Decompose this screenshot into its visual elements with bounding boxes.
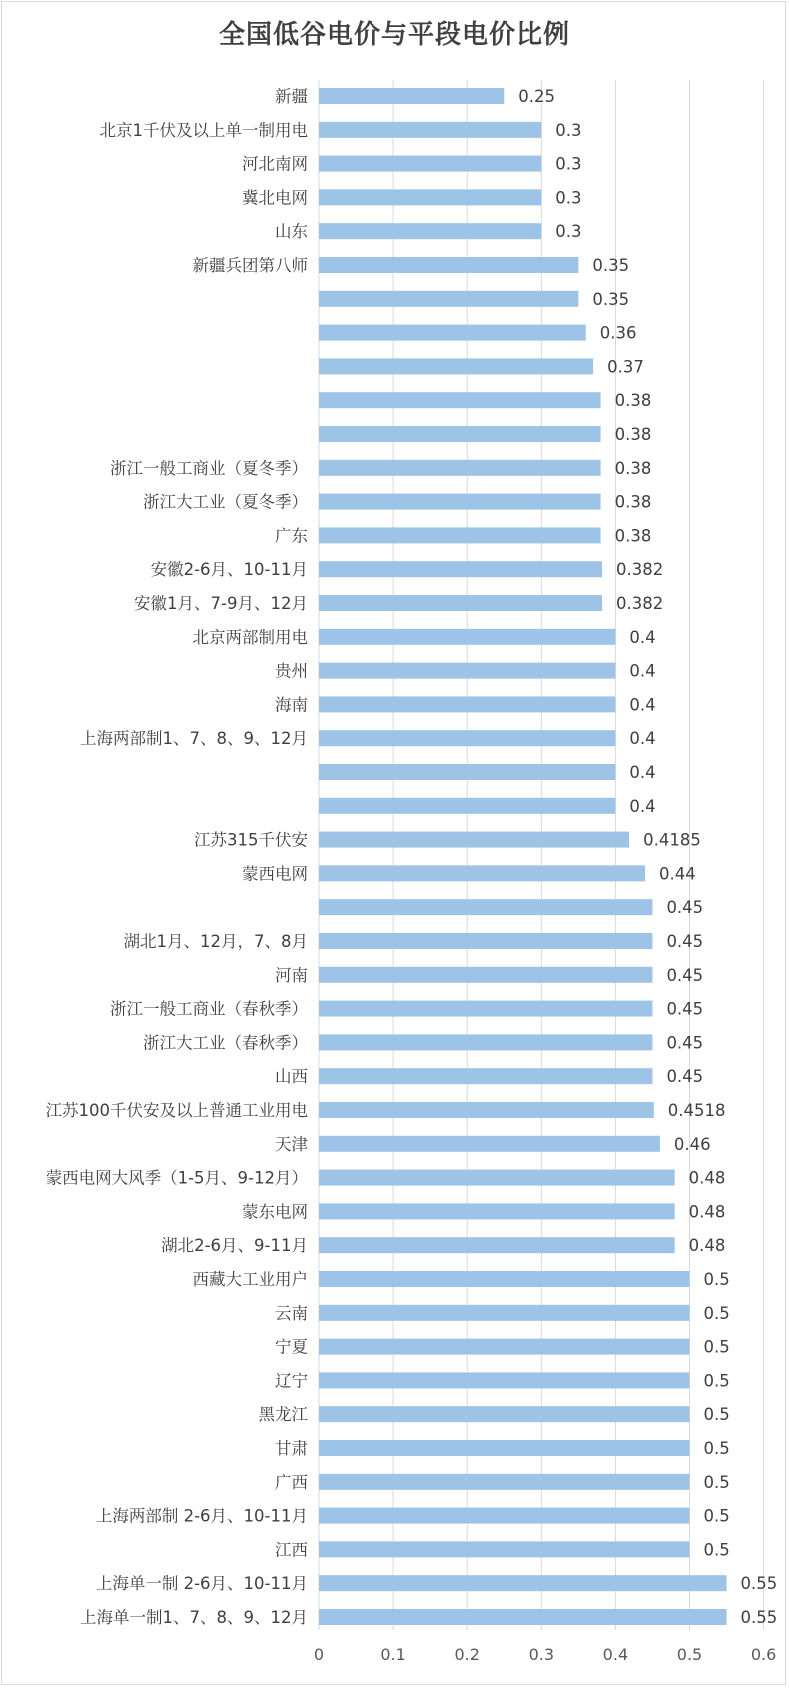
value-label: 0.55 [740,1574,778,1594]
category-label: 安徽2-6月、10-11月 [150,560,308,580]
bar [319,325,586,341]
category-label: 浙江大工业（春秋季） [143,1033,308,1053]
category-label: 冀北电网 [242,188,308,208]
bar [319,1575,727,1591]
bar [319,1440,690,1456]
value-label: 0.45 [666,999,704,1019]
x-tick-label: 0.6 [750,1645,777,1664]
value-label: 0.5 [703,1371,730,1391]
value-label: 0.35 [592,256,630,275]
bar [319,122,541,138]
bar [319,899,652,915]
bar [319,1406,690,1422]
category-label: 北京1千伏及以上单一制用电 [99,120,308,140]
category-label: 浙江一般工商业（春秋季） [110,999,308,1019]
bar [319,1068,652,1084]
bar [319,798,615,814]
category-label: 上海单一制1、7、8、9、12月 [80,1608,308,1627]
bar [319,1271,690,1287]
bar [319,494,601,510]
bar [319,392,601,408]
category-label: 云南 [275,1303,308,1323]
value-label: 0.5 [703,1303,730,1323]
category-label: 新疆兵团第八师 [192,256,308,275]
bar [319,561,602,577]
value-label: 0.4518 [667,1101,726,1120]
value-label: 0.35 [592,289,630,309]
category-label: 天津 [275,1134,308,1154]
bar [319,1102,654,1118]
value-label: 0.3 [555,120,582,140]
chart-title: 全国低谷电价与平段电价比例 [218,20,570,50]
value-label: 0.45 [666,932,704,951]
bar [319,663,615,679]
value-label: 0.5 [703,1270,730,1289]
bar [319,156,541,172]
value-label: 0.4 [629,661,656,681]
category-label: 蒙东电网 [242,1202,308,1222]
bar [319,1237,675,1253]
bar [319,1203,675,1219]
value-label: 0.3 [555,222,582,242]
value-label: 0.3 [555,188,582,208]
bar [319,1474,690,1490]
bar [319,223,541,239]
bar [319,764,615,780]
bar [319,426,601,442]
bar [319,527,601,543]
category-label: 宁夏 [275,1337,308,1357]
value-label: 0.45 [666,965,704,985]
bar [319,189,541,205]
x-tick-label: 0.4 [602,1645,629,1664]
value-label: 0.4 [629,729,656,749]
bar [319,291,578,307]
category-label: 辽宁 [275,1371,308,1391]
x-tick-label: 0.2 [454,1645,480,1664]
category-label: 上海两部制1、7、8、9、12月 [80,729,308,749]
category-label: 黑龙江 [258,1405,308,1425]
category-label: 广东 [275,526,308,546]
category-label: 山西 [275,1067,308,1087]
value-label: 0.48 [688,1168,726,1188]
category-label: 浙江大工业（夏冬季） [143,492,308,512]
value-label: 0.5 [703,1337,730,1357]
category-label: 河南 [275,965,308,985]
x-tick-label: 0.3 [528,1645,555,1664]
bar [319,460,601,476]
category-label: 江苏100千伏安及以上普通工业用电 [45,1101,308,1120]
category-label: 上海两部制 2-6月、10-11月 [95,1506,308,1526]
value-label: 0.55 [740,1608,778,1627]
x-tick-label: 0 [313,1645,325,1664]
x-tick-label: 0.5 [676,1645,703,1664]
value-label: 0.37 [607,357,644,377]
value-label: 0.45 [666,1067,704,1087]
bar [319,1609,727,1625]
value-label: 0.44 [659,864,696,884]
value-label: 0.38 [614,458,652,478]
category-label: 广西 [275,1472,308,1492]
bar [319,1170,675,1186]
value-label: 0.5 [703,1506,730,1526]
category-label: 甘肃 [275,1439,308,1458]
bar [319,358,593,374]
category-label: 河北南网 [242,154,308,174]
category-label: 湖北2-6月、9-11月 [161,1236,308,1256]
category-label: 山东 [275,222,308,242]
value-label: 0.4185 [643,830,701,850]
bar [319,1136,660,1152]
value-label: 0.5 [703,1405,730,1425]
value-label: 0.45 [666,898,704,918]
value-label: 0.38 [614,425,652,444]
value-label: 0.38 [614,391,652,411]
category-label: 北京两部制用电 [192,627,308,647]
value-label: 0.46 [673,1134,711,1154]
category-label: 湖北1月、12月，7、8月 [123,932,308,951]
category-label: 江西 [275,1540,308,1560]
value-label: 0.4 [629,627,656,647]
category-label: 蒙西电网大风季（1-5月、9-12月） [45,1168,308,1188]
bar [319,1372,690,1388]
category-label: 安徽1月、7-9月、12月 [134,594,308,613]
value-label: 0.382 [616,560,664,580]
value-label: 0.5 [703,1472,730,1492]
bar [319,257,578,273]
bar [319,696,615,712]
value-label: 0.3 [555,154,582,174]
bar [319,1541,690,1557]
bar [319,88,504,104]
bar [319,1508,690,1524]
value-label: 0.4 [629,695,656,715]
value-label: 0.36 [599,323,637,343]
bar [319,629,615,645]
value-label: 0.38 [614,492,652,512]
bar [319,832,629,848]
value-label: 0.25 [518,87,555,106]
category-label: 西藏大工业用户 [192,1270,308,1289]
category-label: 海南 [275,695,308,715]
bar [319,967,652,983]
category-label: 新疆 [275,87,308,106]
value-label: 0.38 [614,526,652,546]
bar [319,595,602,611]
value-label: 0.45 [666,1033,704,1053]
bar [319,1034,652,1050]
bar [319,1001,652,1017]
value-label: 0.48 [688,1202,726,1222]
bar [319,730,615,746]
category-label: 江苏315千伏安 [194,830,308,850]
bar [319,865,645,881]
bar [319,1305,690,1321]
value-label: 0.4 [629,796,656,816]
bar [319,1339,690,1355]
x-tick-label: 0.1 [380,1645,406,1664]
category-label: 贵州 [275,661,308,681]
bar [319,933,652,949]
value-label: 0.5 [703,1540,730,1560]
value-label: 0.382 [616,594,664,613]
category-label: 蒙西电网 [242,864,308,884]
value-label: 0.5 [703,1439,730,1458]
category-label: 浙江一般工商业（夏冬季） [110,458,308,478]
value-label: 0.4 [629,763,656,782]
category-label: 上海单一制 2-6月、10-11月 [95,1574,308,1594]
value-label: 0.48 [688,1236,726,1256]
